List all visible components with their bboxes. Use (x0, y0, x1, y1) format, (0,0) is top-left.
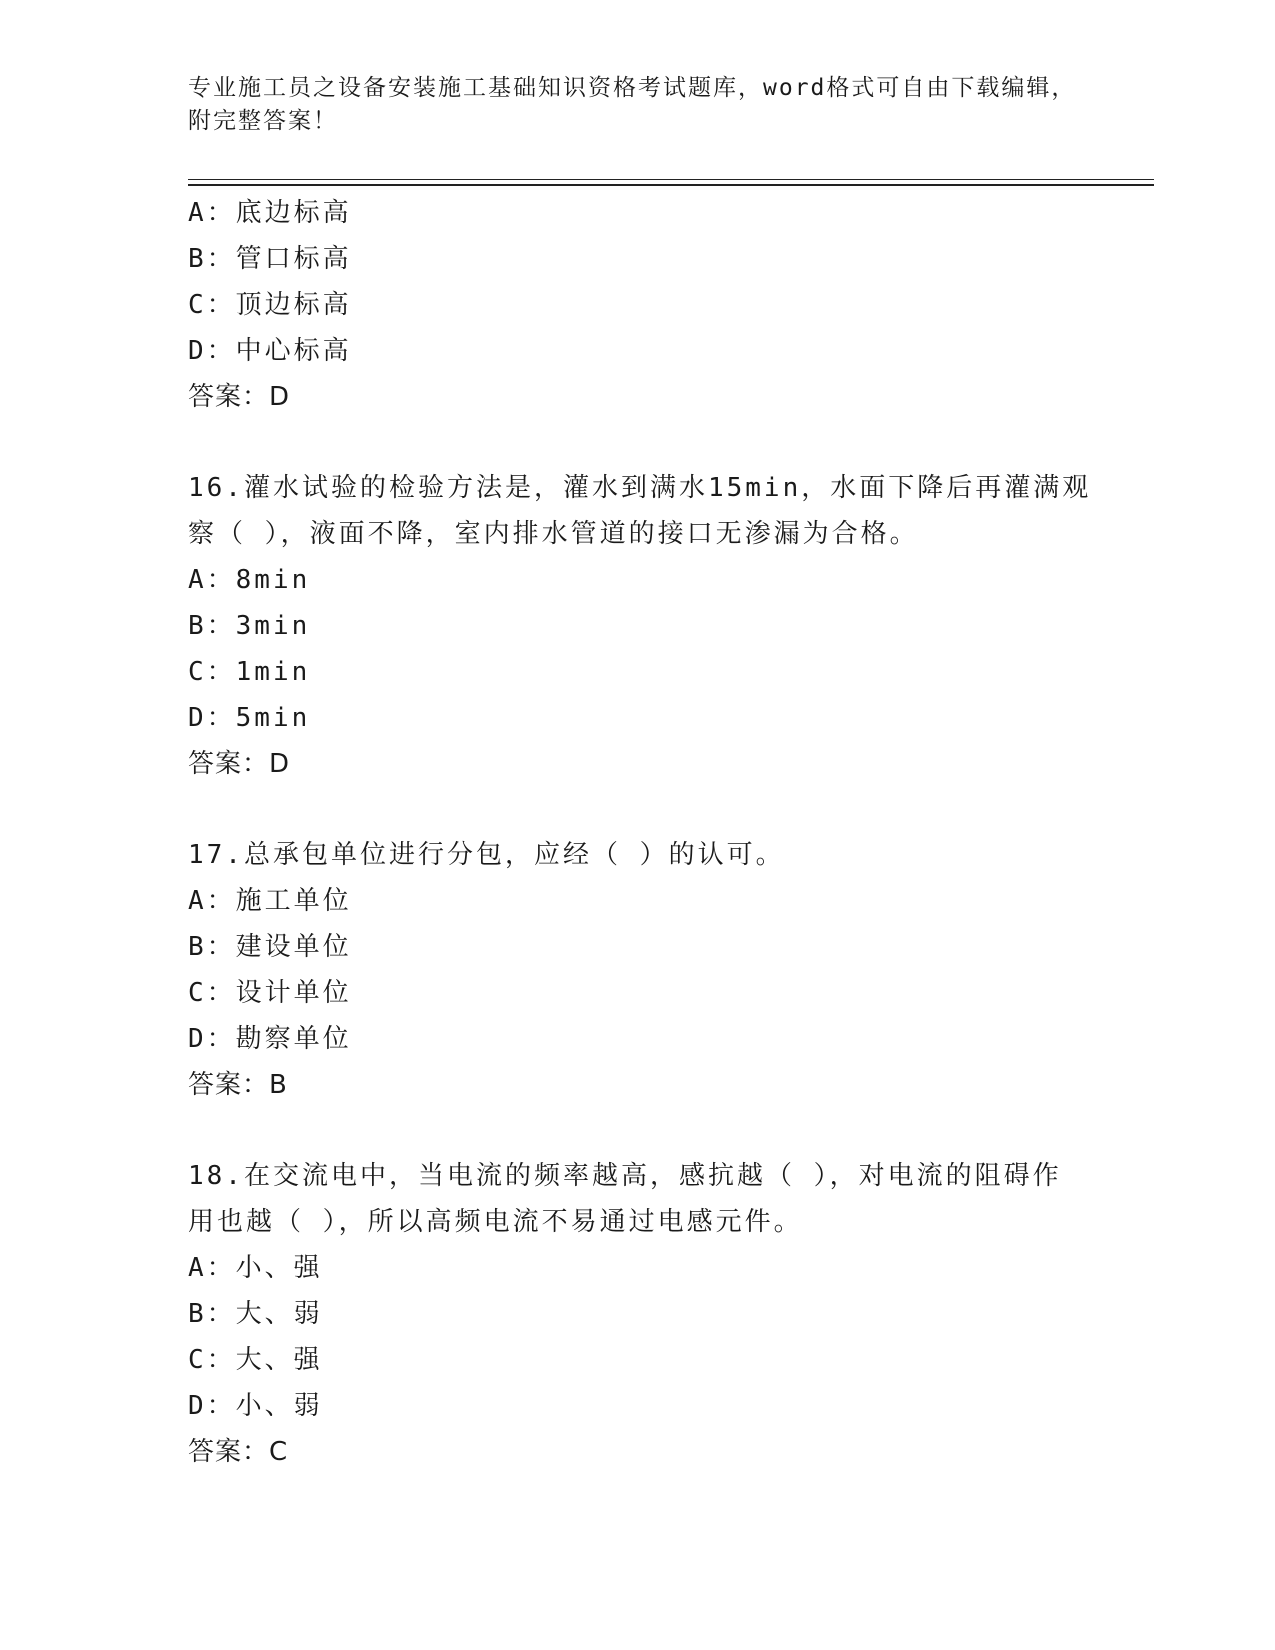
option-d: D：5min (188, 703, 311, 733)
answer: 答案：D (188, 382, 291, 412)
answer: 答案：D (188, 749, 291, 779)
header-divider-thick (188, 184, 1154, 186)
option-d: D：中心标高 (188, 336, 352, 366)
option-b: B：大、弱 (188, 1299, 323, 1329)
option-d: D：勘察单位 (188, 1024, 352, 1054)
spacer (188, 1108, 1088, 1153)
option-b: B：管口标高 (188, 244, 352, 274)
header-line-1: 专业施工员之设备安装施工基础知识资格考试题库，word格式可自由下载编辑， (188, 75, 1077, 101)
option-b: B：建设单位 (188, 932, 352, 962)
spacer (188, 420, 1088, 465)
document-header (188, 72, 1088, 138)
option-c: C：1min (188, 657, 311, 687)
question-17 (188, 832, 1088, 1108)
option-c: C：大、强 (188, 1345, 323, 1375)
question-18 (188, 1153, 1088, 1475)
answer: 答案：B (188, 1070, 288, 1100)
option-a: A：小、强 (188, 1253, 323, 1283)
question-text-line-1: 18.在交流电中，当电流的频率越高，感抗越（ ），对电流的阻碍作 (188, 1161, 1062, 1191)
question-15 (188, 190, 1088, 420)
header-line-2: 附完整答案！ (188, 108, 338, 134)
option-c: C：顶边标高 (188, 290, 352, 320)
answer: 答案：C (188, 1437, 289, 1467)
option-a: A：8min (188, 565, 311, 595)
spacer (188, 787, 1088, 832)
option-b: B：3min (188, 611, 311, 641)
option-c: C：设计单位 (188, 978, 352, 1008)
question-text-line-2: 用也越（ ），所以高频电流不易通过电感元件。 (188, 1207, 803, 1237)
question-list (188, 190, 1092, 1475)
question-16 (188, 465, 1092, 787)
question-text-line-1: 16.灌水试验的检验方法是，灌水到满水15min，水面下降后再灌满观 (188, 473, 1092, 503)
header-divider-thin (188, 179, 1154, 180)
option-a: A：施工单位 (188, 886, 352, 916)
option-a: A：底边标高 (188, 198, 352, 228)
option-d: D：小、弱 (188, 1391, 323, 1421)
question-text-line-2: 察（ ），液面不降，室内排水管道的接口无渗漏为合格。 (188, 519, 919, 549)
question-text-line-1: 17.总承包单位进行分包，应经（ ）的认可。 (188, 840, 785, 870)
